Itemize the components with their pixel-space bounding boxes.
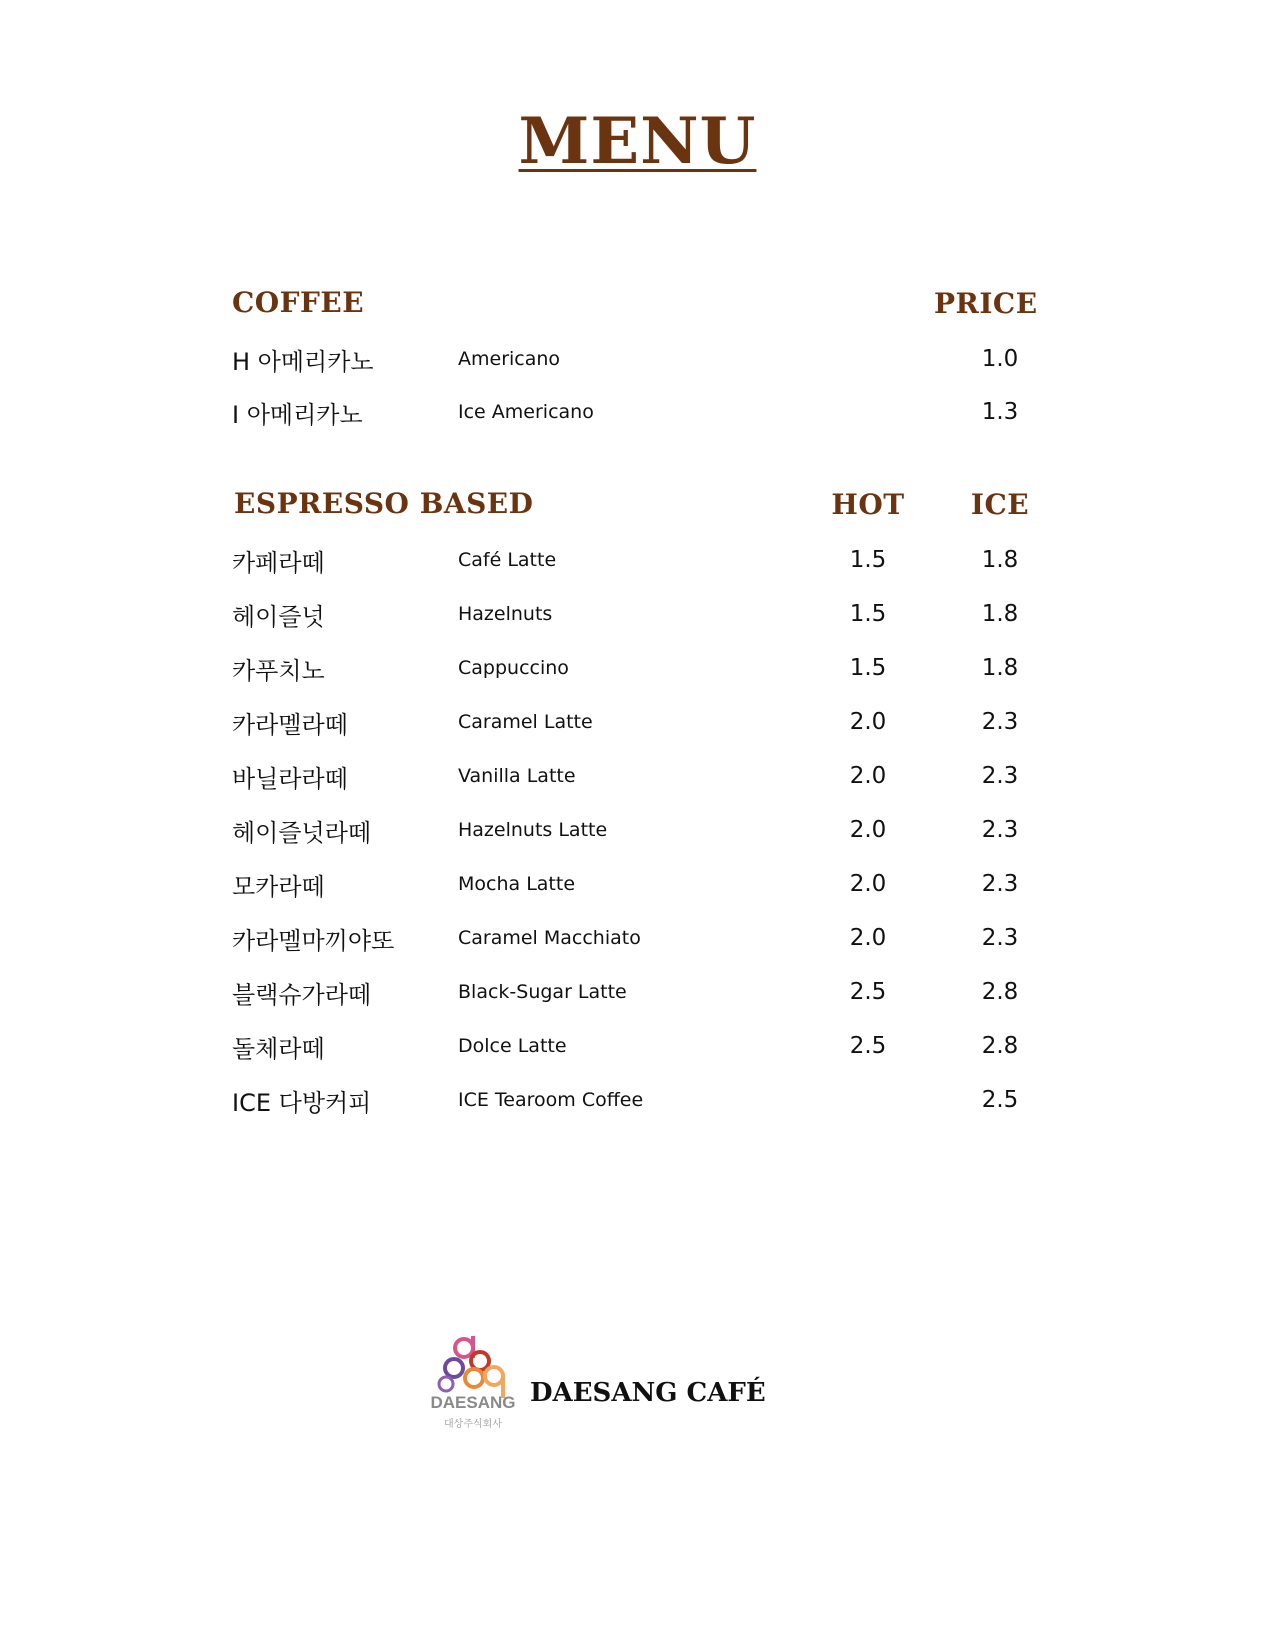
logo-ring-e xyxy=(465,1369,483,1387)
item-korean-name: 카라멜마끼야또 xyxy=(232,927,395,955)
logo-wordmark: DAESANG xyxy=(430,1393,516,1412)
item-english-name: Caramel Latte xyxy=(458,711,593,733)
item-english-name: Ice Americano xyxy=(458,401,594,423)
item-hot-price: 1.5 xyxy=(849,601,887,627)
item-english-name: Americano xyxy=(458,348,561,370)
logo-ring-d xyxy=(455,1339,473,1357)
item-price: 1.0 xyxy=(981,346,1019,372)
item-english-name: Dolce Latte xyxy=(458,1035,567,1057)
price-heading: PRICE xyxy=(934,287,1038,320)
item-price: 1.3 xyxy=(981,399,1019,425)
item-korean-name: 돌체라떼 xyxy=(232,1035,325,1063)
item-ice-price: 1.8 xyxy=(981,655,1019,681)
item-korean-name: 카라멜라떼 xyxy=(232,711,348,739)
item-hot-price: 2.5 xyxy=(849,979,887,1005)
item-hot-price: 2.0 xyxy=(849,871,887,897)
item-korean-name: I 아메리카노 xyxy=(232,401,363,429)
logo-subtitle: 대상주식회사 xyxy=(444,1419,502,1430)
espresso-heading: ESPRESSO BASED xyxy=(234,487,534,520)
item-korean-name: 카푸치노 xyxy=(232,657,325,685)
item-hot-price: 1.5 xyxy=(849,655,887,681)
item-ice-price: 2.5 xyxy=(981,1087,1019,1113)
item-hot-price: 2.0 xyxy=(849,817,887,843)
logo-ring-small xyxy=(439,1377,453,1391)
item-english-name: Hazelnuts Latte xyxy=(458,819,608,841)
page-title: MENU xyxy=(518,104,757,179)
item-ice-price: 2.3 xyxy=(981,925,1019,951)
item-ice-price: 1.8 xyxy=(981,547,1019,573)
item-hot-price: 1.5 xyxy=(849,547,887,573)
item-english-name: ICE Tearoom Coffee xyxy=(458,1089,644,1111)
logo-ring-s xyxy=(445,1359,463,1377)
item-english-name: Hazelnuts xyxy=(458,603,553,625)
item-korean-name: ICE 다방커피 xyxy=(232,1089,372,1117)
item-english-name: Black-Sugar Latte xyxy=(458,981,627,1003)
item-english-name: Cappuccino xyxy=(458,657,569,679)
item-english-name: Caramel Macchiato xyxy=(458,927,641,949)
item-korean-name: 바닐라라떼 xyxy=(232,765,348,793)
item-ice-price: 2.3 xyxy=(981,709,1019,735)
item-ice-price: 2.3 xyxy=(981,871,1019,897)
logo-ring-n xyxy=(485,1367,503,1385)
ice-heading: ICE xyxy=(970,488,1030,521)
item-ice-price: 2.8 xyxy=(981,979,1019,1005)
item-hot-price: 2.0 xyxy=(849,925,887,951)
item-korean-name: 카페라떼 xyxy=(232,549,325,577)
item-ice-price: 1.8 xyxy=(981,601,1019,627)
item-korean-name: H 아메리카노 xyxy=(232,348,374,376)
hot-heading: HOT xyxy=(831,488,905,521)
item-hot-price: 2.0 xyxy=(849,763,887,789)
item-korean-name: 헤이즐넛 xyxy=(232,603,325,631)
item-korean-name: 블랙슈가라떼 xyxy=(232,981,372,1009)
item-korean-name: 모카라떼 xyxy=(232,873,325,901)
item-ice-price: 2.8 xyxy=(981,1033,1019,1059)
item-english-name: Vanilla Latte xyxy=(458,765,576,787)
item-ice-price: 2.3 xyxy=(981,817,1019,843)
coffee-heading: COFFEE xyxy=(232,286,365,319)
item-korean-name: 헤이즐넛라떼 xyxy=(232,819,372,847)
item-english-name: Mocha Latte xyxy=(458,873,576,895)
item-english-name: Café Latte xyxy=(458,549,557,571)
item-hot-price: 2.0 xyxy=(849,709,887,735)
cafe-name: DAESANG CAFÉ xyxy=(530,1378,766,1408)
item-hot-price: 2.5 xyxy=(849,1033,887,1059)
item-ice-price: 2.3 xyxy=(981,763,1019,789)
